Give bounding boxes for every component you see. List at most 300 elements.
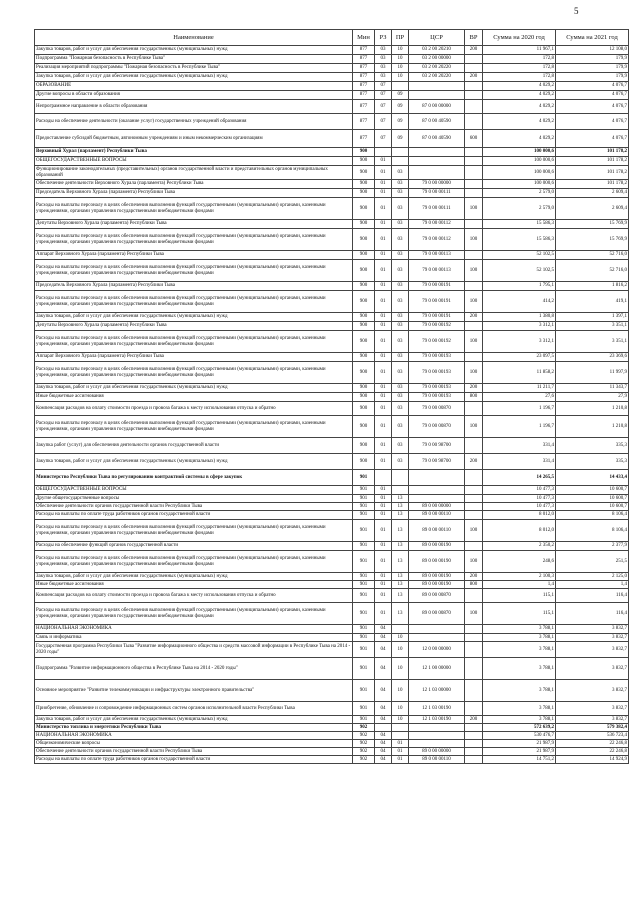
cell-vr: [465, 282, 483, 291]
cell-sum-2021: 2 125,0: [556, 573, 629, 581]
cell-sum-2020: 21 987,9: [483, 740, 556, 748]
cell-sum-2021: 4 076,7: [556, 114, 629, 130]
cell-csr: 12 1 03 00000: [409, 680, 465, 702]
cell-rz: 01: [375, 282, 392, 291]
cell-pr: 10: [392, 73, 409, 82]
cell-rz: 01: [375, 362, 392, 384]
cell-sum-2020: 331,4: [483, 454, 556, 470]
cell-vr: [465, 114, 483, 130]
cell-csr: 79 0 00 00113: [409, 260, 465, 282]
cell-csr: 03 2 00 20210: [409, 46, 465, 55]
cell-rz: 01: [375, 486, 392, 495]
cell-min: 900: [353, 180, 375, 189]
cell-rz: 07: [375, 114, 392, 130]
cell-vr: [465, 589, 483, 603]
cell-name: Министерство Республики Тыва по регулированию контрактной системы в сфере закупок: [35, 470, 353, 486]
table-row: [35, 198, 629, 220]
cell-sum-2021: 3 832,7: [556, 625, 629, 634]
cell-rz: 01: [375, 503, 392, 511]
cell-sum-2020: 3 788,1: [483, 716, 556, 724]
cell-sum-2020: 4 029,2: [483, 100, 556, 114]
cell-csr: 87 0 00 40590: [409, 130, 465, 148]
cell-min: 900: [353, 189, 375, 198]
cell-sum-2020: 331,4: [483, 438, 556, 454]
table-row: [35, 362, 629, 384]
cell-csr: 89 0 00 00870: [409, 603, 465, 625]
cell-pr: 13: [392, 542, 409, 551]
cell-name: Закупка товаров, работ и услуг для обеспечения государственных (муниципальных) нужд: [35, 384, 353, 393]
cell-min: 901: [353, 680, 375, 702]
cell-pr: 03: [392, 362, 409, 384]
cell-sum-2020: 1 196,7: [483, 416, 556, 438]
table-row: [35, 166, 629, 180]
cell-sum-2021: 8 106,4: [556, 520, 629, 542]
cell-csr: 79 0 00 00193: [409, 393, 465, 402]
cell-name: Основное мероприятие "Развитие телекоммуникации и инфраструктуры электронного правительства": [35, 680, 353, 702]
cell-sum-2020: 4 029,2: [483, 91, 556, 100]
cell-name: Расходы на выплаты персоналу в целях обеспечения выполнения функций государственными (муниципальными) органами, казенными учреждениями, органами управления государственными внебюджетными фондами: [35, 520, 353, 542]
cell-sum-2020: 10 477,3: [483, 503, 556, 511]
cell-min: 877: [353, 91, 375, 100]
cell-sum-2021: 3 832,7: [556, 702, 629, 716]
table-row: [35, 416, 629, 438]
cell-vr: [465, 157, 483, 166]
cell-sum-2020: 52 102,5: [483, 251, 556, 260]
cell-rz: 01: [375, 189, 392, 198]
cell-rz: 01: [375, 551, 392, 573]
cell-min: 900: [353, 454, 375, 470]
cell-sum-2020: 3 788,1: [483, 658, 556, 680]
cell-sum-2020: 52 102,5: [483, 260, 556, 282]
cell-sum-2021: 335,3: [556, 454, 629, 470]
cell-sum-2020: 4 029,2: [483, 130, 556, 148]
cell-vr: [465, 740, 483, 748]
cell-vr: 200: [465, 46, 483, 55]
cell-min: 901: [353, 520, 375, 542]
table-row: [35, 100, 629, 114]
cell-csr: 79 0 00 00112: [409, 220, 465, 229]
cell-name: Государственная программа Республики Тыва "Развитие информационного общества и средств массовой информации в Республике Тыва на 2014 - 2020 годы": [35, 642, 353, 658]
cell-name: Закупка товаров, работ и услуг для обеспечения государственных (муниципальных) нужд: [35, 454, 353, 470]
cell-rz: [375, 724, 392, 732]
table-row: [35, 520, 629, 542]
cell-sum-2021: 15 769,9: [556, 220, 629, 229]
table-row: [35, 642, 629, 658]
cell-rz: 01: [375, 322, 392, 331]
cell-rz: 04: [375, 634, 392, 642]
cell-sum-2021: 101 178,2: [556, 157, 629, 166]
cell-pr: 13: [392, 603, 409, 625]
cell-sum-2020: 100 000,6: [483, 148, 556, 157]
cell-csr: 79 0 00 00111: [409, 189, 465, 198]
cell-sum-2020: 115,1: [483, 603, 556, 625]
cell-pr: [392, 470, 409, 486]
cell-min: 901: [353, 702, 375, 716]
cell-pr: 03: [392, 313, 409, 322]
cell-csr: 03 2 00 20220: [409, 64, 465, 73]
table-header-row: [35, 30, 629, 46]
cell-sum-2021: 2 609,4: [556, 189, 629, 198]
cell-vr: 600: [465, 130, 483, 148]
cell-sum-2021: 10 600,7: [556, 486, 629, 495]
cell-csr: [409, 732, 465, 740]
cell-pr: 03: [392, 180, 409, 189]
cell-sum-2021: 1 816,2: [556, 282, 629, 291]
cell-sum-2021: 22 246,8: [556, 748, 629, 756]
cell-vr: [465, 486, 483, 495]
cell-vr: 200: [465, 573, 483, 581]
cell-name: Расходы на выплаты персоналу в целях обеспечения выполнения функций государственными (муниципальными) органами, казенными учреждениями, органами управления государственными внебюджетными фондами: [35, 551, 353, 573]
cell-rz: 01: [375, 416, 392, 438]
cell-name: Расходы на выплаты персоналу в целях обеспечения выполнения функций государственными (муниципальными) органами, казенными учреждениями, органами управления государственными внебюджетными фондами: [35, 260, 353, 282]
cell-name: Расходы на выплаты по оплате труда работников органов государственной власти: [35, 756, 353, 764]
cell-rz: 01: [375, 260, 392, 282]
cell-pr: 03: [392, 260, 409, 282]
table-row: [35, 229, 629, 251]
cell-sum-2020: 10 477,3: [483, 495, 556, 503]
cell-name: Обеспечение деятельности органов государственной власти Республики Тыва: [35, 503, 353, 511]
cell-sum-2020: 8 012,0: [483, 520, 556, 542]
cell-vr: [465, 702, 483, 716]
cell-sum-2020: 27,6: [483, 393, 556, 402]
cell-sum-2020: 8 012,0: [483, 511, 556, 520]
cell-sum-2021: 1 397,1: [556, 313, 629, 322]
cell-rz: 01: [375, 331, 392, 353]
cell-rz: 04: [375, 732, 392, 740]
cell-csr: 89 0 00 00110: [409, 520, 465, 542]
cell-rz: 04: [375, 756, 392, 764]
cell-sum-2021: 15 769,9: [556, 229, 629, 251]
cell-sum-2021: 1 210,8: [556, 416, 629, 438]
cell-rz: 04: [375, 658, 392, 680]
cell-vr: [465, 402, 483, 416]
cell-csr: [409, 470, 465, 486]
cell-rz: 07: [375, 82, 392, 91]
cell-sum-2021: 3 832,7: [556, 642, 629, 658]
cell-rz: 03: [375, 55, 392, 64]
cell-csr: 79 0 00 00000: [409, 180, 465, 189]
cell-sum-2021: 10 600,7: [556, 503, 629, 511]
cell-min: 902: [353, 740, 375, 748]
cell-name: Расходы на выплаты персоналу в целях обеспечения выполнения функций государственными (муниципальными) органами, казенными учреждениями, органами управления государственными внебюджетными фондами: [35, 198, 353, 220]
cell-min: 877: [353, 100, 375, 114]
cell-name: Иные бюджетные ассигнования: [35, 581, 353, 589]
cell-pr: 10: [392, 634, 409, 642]
cell-vr: [465, 748, 483, 756]
cell-sum-2020: 3 788,1: [483, 642, 556, 658]
cell-csr: 79 0 00 00193: [409, 384, 465, 393]
cell-min: 901: [353, 625, 375, 634]
cell-min: 877: [353, 82, 375, 91]
cell-csr: 79 0 00 00111: [409, 198, 465, 220]
cell-csr: 89 0 00 00870: [409, 589, 465, 603]
cell-vr: 800: [465, 393, 483, 402]
cell-min: 877: [353, 64, 375, 73]
cell-min: 900: [353, 438, 375, 454]
table-row: [35, 542, 629, 551]
cell-csr: 79 0 00 00113: [409, 251, 465, 260]
cell-pr: [392, 157, 409, 166]
cell-min: 901: [353, 542, 375, 551]
cell-name: Расходы на выплаты персоналу в целях обеспечения выполнения функций государственными (муниципальными) органами, казенными учреждениями, органами управления государственными внебюджетными фондами: [35, 291, 353, 313]
cell-min: 901: [353, 634, 375, 642]
cell-pr: 03: [392, 454, 409, 470]
cell-name: Закупка товаров, работ и услуг для обеспечения государственных (муниципальных) нужд: [35, 573, 353, 581]
table-row: [35, 73, 629, 82]
cell-min: 901: [353, 551, 375, 573]
cell-rz: 01: [375, 353, 392, 362]
table-row: [35, 454, 629, 470]
table-row: [35, 384, 629, 393]
cell-sum-2021: 3 832,7: [556, 716, 629, 724]
cell-sum-2021: 116,4: [556, 603, 629, 625]
cell-pr: 13: [392, 520, 409, 542]
cell-name: Подпрограмма "Развитие информационного общества в Республике Тыва на 2014 - 2020 годы": [35, 658, 353, 680]
cell-min: 901: [353, 495, 375, 503]
cell-pr: 03: [392, 220, 409, 229]
table-row: [35, 511, 629, 520]
table-row: [35, 331, 629, 353]
cell-vr: [465, 180, 483, 189]
cell-sum-2021: 27,9: [556, 393, 629, 402]
header-name: Наименование: [35, 30, 353, 46]
cell-vr: 200: [465, 313, 483, 322]
cell-name: Закупка работ (услуг) для обеспечения деятельности органов государственной власти: [35, 438, 353, 454]
cell-rz: 01: [375, 166, 392, 180]
cell-sum-2021: 2 377,9: [556, 542, 629, 551]
table-row: [35, 114, 629, 130]
cell-pr: 01: [392, 748, 409, 756]
header-rz: РЗ: [375, 30, 392, 46]
cell-vr: [465, 470, 483, 486]
table-row: [35, 680, 629, 702]
cell-pr: 09: [392, 100, 409, 114]
cell-rz: 01: [375, 495, 392, 503]
cell-sum-2020: 100 000,6: [483, 180, 556, 189]
cell-csr: 87 0 00 40590: [409, 114, 465, 130]
header-vr: ВР: [465, 30, 483, 46]
cell-pr: 01: [392, 740, 409, 748]
header-csr: ЦСР: [409, 30, 465, 46]
cell-sum-2020: 14 751,2: [483, 756, 556, 764]
cell-min: 900: [353, 416, 375, 438]
cell-csr: 89 0 00 00000: [409, 503, 465, 511]
cell-vr: 200: [465, 73, 483, 82]
cell-vr: [465, 148, 483, 157]
cell-min: 900: [353, 362, 375, 384]
cell-min: 877: [353, 46, 375, 55]
cell-min: 901: [353, 511, 375, 520]
cell-name: Расходы на выплаты по оплате труда работников органов государственной власти: [35, 511, 353, 520]
cell-csr: 12 1 03 00190: [409, 716, 465, 724]
cell-pr: 10: [392, 55, 409, 64]
cell-name: Закупка товаров, работ и услуг для обеспечения государственных (муниципальных) нужд: [35, 313, 353, 322]
cell-csr: 12 1 00 00000: [409, 658, 465, 680]
cell-csr: 89 0 00 00110: [409, 756, 465, 764]
cell-name: Расходы на выплаты персоналу в целях обеспечения выполнения функций государственными (муниципальными) органами, казенными учреждениями, органами управления государственными внебюджетными фондами: [35, 229, 353, 251]
cell-sum-2020: 414,2: [483, 291, 556, 313]
table-row: [35, 625, 629, 634]
cell-name: Расходы на выплаты персоналу в целях обеспечения выполнения функций государственными (муниципальными) органами, казенными учреждениями, органами управления государственными внебюджетными фондами: [35, 331, 353, 353]
cell-csr: 79 0 00 00870: [409, 416, 465, 438]
cell-sum-2021: 11 997,9: [556, 362, 629, 384]
cell-sum-2020: 172,8: [483, 64, 556, 73]
cell-sum-2020: 11 967,1: [483, 46, 556, 55]
cell-min: 901: [353, 642, 375, 658]
cell-csr: 12 1 03 00190: [409, 702, 465, 716]
table-body: [35, 46, 629, 764]
cell-csr: 79 0 00 00192: [409, 322, 465, 331]
cell-csr: 79 0 00 00112: [409, 229, 465, 251]
cell-min: 900: [353, 260, 375, 282]
cell-min: 900: [353, 166, 375, 180]
cell-vr: 200: [465, 716, 483, 724]
cell-rz: 01: [375, 603, 392, 625]
table-row: [35, 260, 629, 282]
cell-name: Подпрограмма "Пожарная безопасность в Республике Тыва": [35, 55, 353, 64]
cell-rz: 04: [375, 680, 392, 702]
cell-sum-2020: 1,4: [483, 581, 556, 589]
cell-vr: [465, 55, 483, 64]
cell-rz: 07: [375, 130, 392, 148]
cell-pr: 10: [392, 658, 409, 680]
cell-pr: 03: [392, 393, 409, 402]
table-row: [35, 46, 629, 55]
cell-name: НАЦИОНАЛЬНАЯ ЭКОНОМИКА: [35, 625, 353, 634]
cell-sum-2021: 4 076,7: [556, 82, 629, 91]
cell-vr: 100: [465, 291, 483, 313]
cell-min: 901: [353, 573, 375, 581]
cell-pr: 03: [392, 322, 409, 331]
cell-pr: 13: [392, 495, 409, 503]
table-row: [35, 282, 629, 291]
cell-vr: 100: [465, 362, 483, 384]
cell-pr: 13: [392, 581, 409, 589]
cell-name: Реализация мероприятий подпрограммы "Пожарная безопасность в Республике Тыва": [35, 64, 353, 73]
cell-csr: 89 0 00 00000: [409, 748, 465, 756]
cell-vr: [465, 91, 483, 100]
cell-sum-2021: 101 178,2: [556, 148, 629, 157]
table-row: [35, 551, 629, 573]
table-row: [35, 251, 629, 260]
cell-rz: 01: [375, 180, 392, 189]
cell-min: 901: [353, 486, 375, 495]
cell-csr: [409, 495, 465, 503]
cell-min: 902: [353, 724, 375, 732]
cell-vr: [465, 353, 483, 362]
cell-csr: 79 0 00 00191: [409, 282, 465, 291]
cell-sum-2021: 3 832,7: [556, 634, 629, 642]
cell-pr: 03: [392, 331, 409, 353]
cell-csr: [409, 740, 465, 748]
cell-vr: 200: [465, 454, 483, 470]
cell-sum-2020: 4 029,2: [483, 82, 556, 91]
cell-min: 900: [353, 148, 375, 157]
cell-sum-2021: 2 609,4: [556, 198, 629, 220]
cell-pr: 03: [392, 198, 409, 220]
cell-vr: 100: [465, 198, 483, 220]
cell-vr: 100: [465, 416, 483, 438]
table-row: [35, 91, 629, 100]
cell-csr: 87 0 00 00000: [409, 100, 465, 114]
cell-sum-2020: 3 788,1: [483, 680, 556, 702]
cell-sum-2020: 1 795,1: [483, 282, 556, 291]
cell-min: 900: [353, 322, 375, 331]
cell-sum-2020: 3 312,1: [483, 331, 556, 353]
cell-pr: 03: [392, 402, 409, 416]
cell-sum-2021: 116,4: [556, 589, 629, 603]
cell-sum-2021: 4 076,7: [556, 91, 629, 100]
cell-name: Общеэкономические вопросы: [35, 740, 353, 748]
cell-name: Расходы на выплаты персоналу в целях обеспечения выполнения функций государственными (муниципальными) органами, казенными учреждениями, органами управления государственными внебюджетными фондами: [35, 362, 353, 384]
cell-pr: 03: [392, 438, 409, 454]
cell-pr: [392, 82, 409, 91]
cell-sum-2021: 251,5: [556, 551, 629, 573]
cell-name: Закупка товаров, работ и услуг для обеспечения государственных (муниципальных) нужд: [35, 716, 353, 724]
cell-min: 877: [353, 73, 375, 82]
cell-csr: [409, 157, 465, 166]
cell-vr: [465, 82, 483, 91]
cell-name: Аппарат Верховного Хурала (парламента) Республики Тыва: [35, 251, 353, 260]
cell-vr: [465, 503, 483, 511]
cell-vr: [465, 322, 483, 331]
cell-name: Предоставление субсидий бюджетным, автономным учреждениям и иным некоммерческим организациям: [35, 130, 353, 148]
cell-sum-2020: 11 211,7: [483, 384, 556, 393]
cell-min: 901: [353, 716, 375, 724]
cell-vr: 100: [465, 551, 483, 573]
cell-name: ОБЩЕГОСУДАРСТВЕННЫЕ ВОПРОСЫ: [35, 157, 353, 166]
cell-vr: [465, 680, 483, 702]
cell-min: 900: [353, 157, 375, 166]
cell-name: Министерство топлива и энергетики Республики Тыва: [35, 724, 353, 732]
table-row: [35, 438, 629, 454]
cell-csr: 79 0 00 00191: [409, 313, 465, 322]
cell-pr: [392, 724, 409, 732]
cell-rz: 01: [375, 313, 392, 322]
cell-sum-2021: 1,4: [556, 581, 629, 589]
table-row: [35, 603, 629, 625]
cell-sum-2021: 579 382,4: [556, 724, 629, 732]
cell-pr: 10: [392, 702, 409, 716]
table-row: [35, 157, 629, 166]
cell-name: Другие общегосударственные вопросы: [35, 495, 353, 503]
cell-name: Расходы на выплаты персоналу в целях обеспечения выполнения функций государственными (муниципальными) органами, казенными учреждениями, органами управления государственными внебюджетными фондами: [35, 416, 353, 438]
cell-min: 900: [353, 251, 375, 260]
header-min: Мин: [353, 30, 375, 46]
cell-csr: [409, 82, 465, 91]
cell-rz: [375, 148, 392, 157]
cell-name: Компенсация расходов на оплату стоимости проезда и провоза багажа к месту использования отпуска и обратно: [35, 402, 353, 416]
cell-pr: [392, 148, 409, 157]
cell-sum-2020: 100 000,6: [483, 157, 556, 166]
cell-sum-2021: 10 600,7: [556, 495, 629, 503]
cell-csr: 89 0 00 00190: [409, 581, 465, 589]
cell-sum-2021: 179,9: [556, 73, 629, 82]
cell-min: 902: [353, 732, 375, 740]
cell-sum-2020: 2 350,2: [483, 542, 556, 551]
cell-rz: 03: [375, 73, 392, 82]
cell-vr: [465, 642, 483, 658]
cell-sum-2020: 2 579,0: [483, 189, 556, 198]
cell-min: 901: [353, 658, 375, 680]
table-row: [35, 189, 629, 198]
cell-name: Депутаты Верховного Хурала (парламента) Республики Тыва: [35, 220, 353, 229]
cell-pr: 13: [392, 551, 409, 573]
table-row: [35, 82, 629, 91]
cell-sum-2020: 248,6: [483, 551, 556, 573]
cell-sum-2020: 100 000,6: [483, 166, 556, 180]
cell-csr: 03 2 00 00000: [409, 55, 465, 64]
